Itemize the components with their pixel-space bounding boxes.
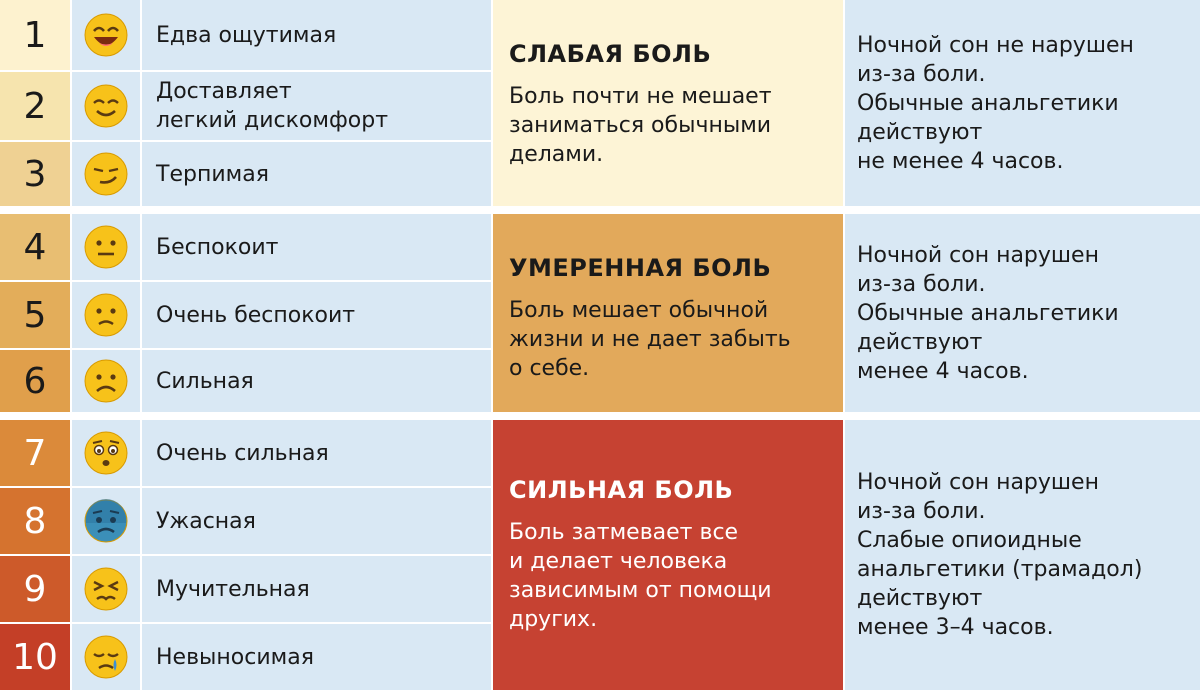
- pain-level-label: Едва ощутимая: [142, 0, 491, 70]
- pain-category-title: СЛАБАЯ БОЛЬ: [509, 40, 712, 68]
- smirking-face-icon: [82, 150, 130, 198]
- pain-level-label: Ужасная: [142, 488, 491, 554]
- pain-level-number: 2: [0, 72, 70, 140]
- pain-level-number: 3: [0, 142, 70, 206]
- pain-face: [72, 142, 140, 206]
- laughing-face-icon: [82, 11, 130, 59]
- pain-level-label: Очень беспокоит: [142, 282, 491, 348]
- pain-category-title: СИЛЬНАЯ БОЛЬ: [509, 476, 734, 504]
- pain-level-label: Мучительная: [142, 556, 491, 622]
- sad-face-icon: [82, 357, 130, 405]
- smiling-face-icon: [82, 82, 130, 130]
- analgesic-note: Ночной сон нарушен из-за боли. Слабые опиоидные анальгетики (трамадол) действуют менее 3–4 часов.: [845, 420, 1200, 690]
- pain-face: [72, 214, 140, 280]
- worried-face-icon: [82, 429, 130, 477]
- fearful-face-icon: [82, 497, 130, 545]
- pain-face: [72, 556, 140, 622]
- pain-category: [493, 420, 843, 690]
- pain-category-description: Боль затмевает все и делает человека зависимым от помощи других.: [509, 520, 772, 632]
- pain-level-number: 8: [0, 488, 70, 554]
- crying-face-icon: [82, 633, 130, 681]
- pain-level-number: 5: [0, 282, 70, 348]
- pain-level-number: 4: [0, 214, 70, 280]
- analgesic-note: Ночной сон нарушен из-за боли. Обычные анальгетики действуют менее 4 часов.: [845, 214, 1200, 412]
- pain-category: [493, 0, 843, 206]
- pain-level-number: 10: [0, 624, 70, 690]
- pain-face: [72, 624, 140, 690]
- pain-category: [493, 214, 843, 412]
- pain-level-number: 6: [0, 350, 70, 412]
- pain-face: [72, 488, 140, 554]
- pain-level-number: 9: [0, 556, 70, 622]
- pain-category-description: Боль почти не мешает заниматься обычными делами.: [509, 84, 772, 167]
- persevering-face-icon: [82, 565, 130, 613]
- neutral-face-icon: [82, 223, 130, 271]
- frowning-face-icon: [82, 291, 130, 339]
- pain-face: [72, 282, 140, 348]
- analgesic-note: Ночной сон не нарушен из-за боли. Обычные анальгетики действуют не менее 4 часов.: [845, 0, 1200, 206]
- pain-level-label: Терпимая: [142, 142, 491, 206]
- pain-level-number: 7: [0, 420, 70, 486]
- pain-face: [72, 350, 140, 412]
- pain-level-number: 1: [0, 0, 70, 70]
- pain-face: [72, 420, 140, 486]
- pain-level-label: Беспокоит: [142, 214, 491, 280]
- pain-category-description: Боль мешает обычной жизни и не дает забыть о себе.: [509, 298, 791, 381]
- pain-face: [72, 0, 140, 70]
- pain-category-title: УМЕРЕННАЯ БОЛЬ: [509, 254, 772, 282]
- pain-face: [72, 72, 140, 140]
- pain-level-label: Сильная: [142, 350, 491, 412]
- pain-level-label: Доставляет легкий дискомфорт: [142, 72, 491, 140]
- pain-level-label: Невыносимая: [142, 624, 491, 690]
- pain-level-label: Очень сильная: [142, 420, 491, 486]
